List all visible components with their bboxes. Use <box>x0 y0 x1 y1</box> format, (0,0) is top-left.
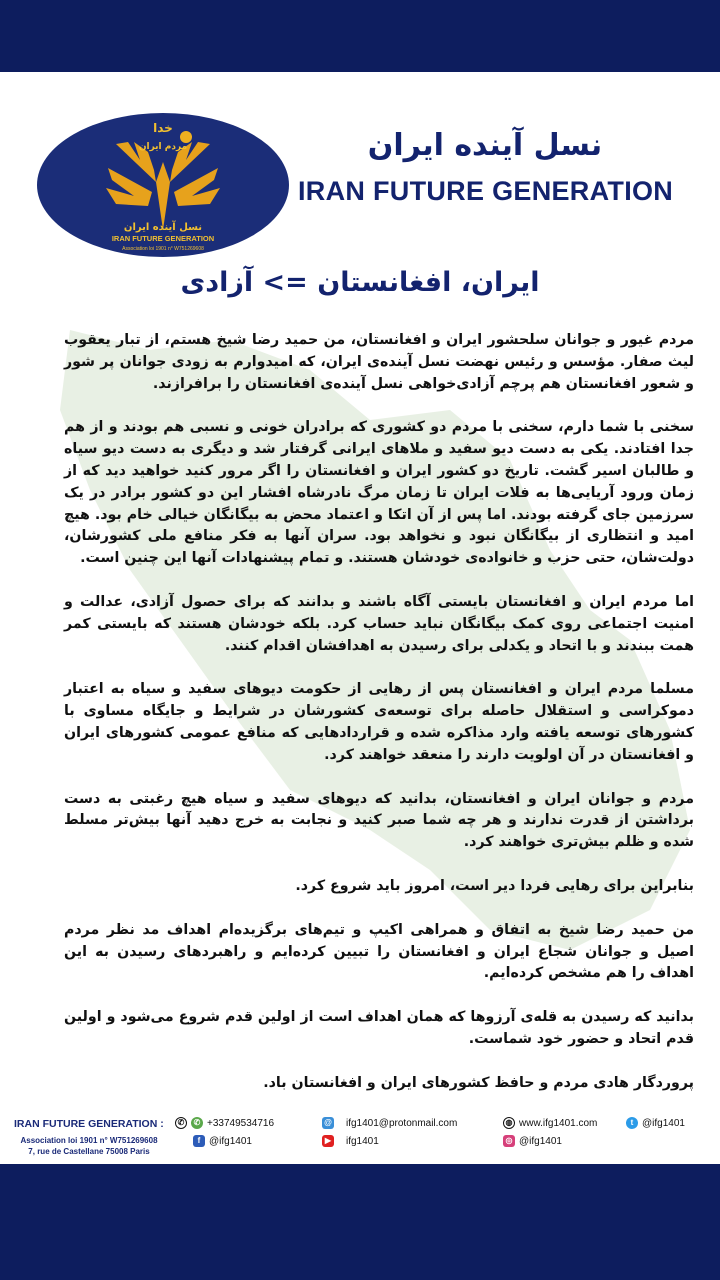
brand-name-english: IRAN FUTURE GENERATION <box>298 176 674 206</box>
email-icon: @ <box>322 1117 334 1129</box>
logo-fa-name: نسل آینده ایران <box>123 222 203 233</box>
instagram-icon: ◎ <box>503 1135 515 1147</box>
youtube-handle: ifg1401 <box>346 1135 379 1147</box>
paragraph: مسلما مردم ایران و افغانستان پس از رهایی از حکومت دیوهای سفید و سیاه به اعتبار دموکراسی و استقلال حاصله برای توسعه‌ی کشورشان در شرایط و جایگاه مساوی با کشورهای توسعه یافته وارد مذاکره شده و قراردادهایی که منافع عمومی کشورهای ایران و افغانستان در آن اولویت دارند را منعقد خواهند کرد. <box>64 681 694 763</box>
footer-assoc: Association loi 1901 n° W751269608 <box>20 1136 158 1145</box>
phone-contact[interactable] <box>175 1117 274 1129</box>
youtube-contact[interactable] <box>322 1135 379 1147</box>
paragraph: پروردگار هادی مردم و حافظ کشورهای ایران و افغانستان باد. <box>263 1074 694 1091</box>
paragraph: بدانید که رسیدن به قله‌ی آرزوها که همان اهداف است از اولین قدم شروع می‌شود و اولین قدم اتحاد و حضور خود شماست. <box>64 1009 694 1047</box>
brand-name-persian: نسل آینده ایران <box>367 128 603 163</box>
logo-en-name: IRAN FUTURE GENERATION <box>111 234 215 243</box>
paragraph: اما مردم ایران و افغانستان بایستی آگاه باشند و بدانند که برای حصول آزادی، عدالت و امنیت اجتماعی روی کمک بیگانگان نباید حساب کرد. بلکه خودشان هستند که بایستی کمر همت ببندند و با اتحاد و یکدلی برای رسیدن به اهدافشان اقدام کنند. <box>64 593 694 654</box>
phone-icon: ✆ <box>175 1117 187 1129</box>
logo-assoc: Association loi 1901 n° W751269608 <box>122 246 204 252</box>
facebook-handle: @ifg1401 <box>209 1135 252 1147</box>
paragraph: من حمید رضا شیخ به اتفاق و همراهی اکیپ و تیم‌های برگزیده‌ام اهداف مد نظر مردم اصیل و جوانان شجاع ایران و افغانستان را تبیین کرده‌ایم و راهبردهای رسیدن به این اهداف را هم مشخص کرده‌ایم. <box>64 921 694 982</box>
logo-top-text: خدا <box>153 121 173 135</box>
instagram-handle: @ifg1401 <box>519 1135 562 1147</box>
youtube-icon: ▶ <box>322 1135 334 1147</box>
instagram-contact[interactable] <box>503 1135 562 1147</box>
paragraph: سخنی با شما دارم، سخنی با مردم دو کشوری که برادران خونی و نسبی هم بودند و از هم جدا افتادند. یکی به دست دیو سفید و ملاهای ایرانی گرفتار شد و دیگری به دست دیو سیاه و طالبان اسیر گشت. تاریخ دو کشور ایران و افغانستان را اگر مرور کنید خواهید دید که از زمان ورود آریایی‌ها به فلات ایران تا زمان مرگ نادرشاه افشار این دو کشور برادر در یک سرزمین جای گرفته بودند. اما پس از آن اتکا و اعتماد محض به بیگانگان خیالی خام بود. هیچ امید و انتظاری از بیگانگان نبود و نخواهد بود. سران آنها به فکر منافع ملی کشورشان، دولت‌شان، حتی حزب و خانواده‌ی خودشان هستند. و تمام پیشنهادات آنها این چنین است. <box>64 419 694 567</box>
website-contact[interactable] <box>503 1117 597 1129</box>
website-url: www.ifg1401.com <box>519 1117 598 1129</box>
paragraph: مردم و جوانان ایران و افغانستان، بدانید که دیوهای سفید و سیاه هیچ رغبتی به دست برداشتن از قدرت ندارند و هر چه شما صبر کنید و نجابت به خرج دهید آنها بیش‌تر مسلط شده و ظلم بیش‌تری خواهند کرد. <box>64 790 694 851</box>
twitter-handle: @ifg1401 <box>642 1117 685 1129</box>
organization-logo <box>36 112 290 258</box>
phone-number: +33749534716 <box>207 1117 275 1129</box>
article-body <box>64 330 694 1117</box>
facebook-contact[interactable] <box>193 1135 252 1147</box>
twitter-contact[interactable] <box>626 1117 685 1129</box>
logo-line2: مردم ایران <box>138 142 188 152</box>
footer-address: 7, rue de Castellane 75008 Paris <box>28 1147 150 1156</box>
whatsapp-icon: ✆ <box>191 1117 203 1129</box>
facebook-icon: f <box>193 1135 205 1147</box>
top-banner <box>0 0 720 72</box>
bottom-banner <box>0 1164 720 1280</box>
contact-footer <box>0 1108 720 1160</box>
paragraph: مردم غیور و جوانان سلحشور ایران و افغانستان، من حمید رضا شیخ هستم، از تبار یعقوب لیث صفار. مؤسس و رئیس نهضت نسل آینده‌ی ایران، که امیدوارم به زودی جوانان پر شور و شعور افغانستان هم پرچم آزادی‌خواهی نسل آینده‌ی افغانستان را برافرازند. <box>64 332 694 392</box>
email-contact[interactable] <box>322 1117 457 1129</box>
paragraph: بنابراین برای رهایی فردا دیر است، امروز باید شروع کرد. <box>295 877 694 894</box>
globe-icon: ◍ <box>503 1117 515 1129</box>
article-headline: ایران، افغانستان => آزادی <box>180 267 540 298</box>
twitter-icon: t <box>626 1117 638 1129</box>
footer-org-name: IRAN FUTURE GENERATION : <box>14 1118 164 1130</box>
email-address: ifg1401@protonmail.com <box>346 1117 458 1129</box>
